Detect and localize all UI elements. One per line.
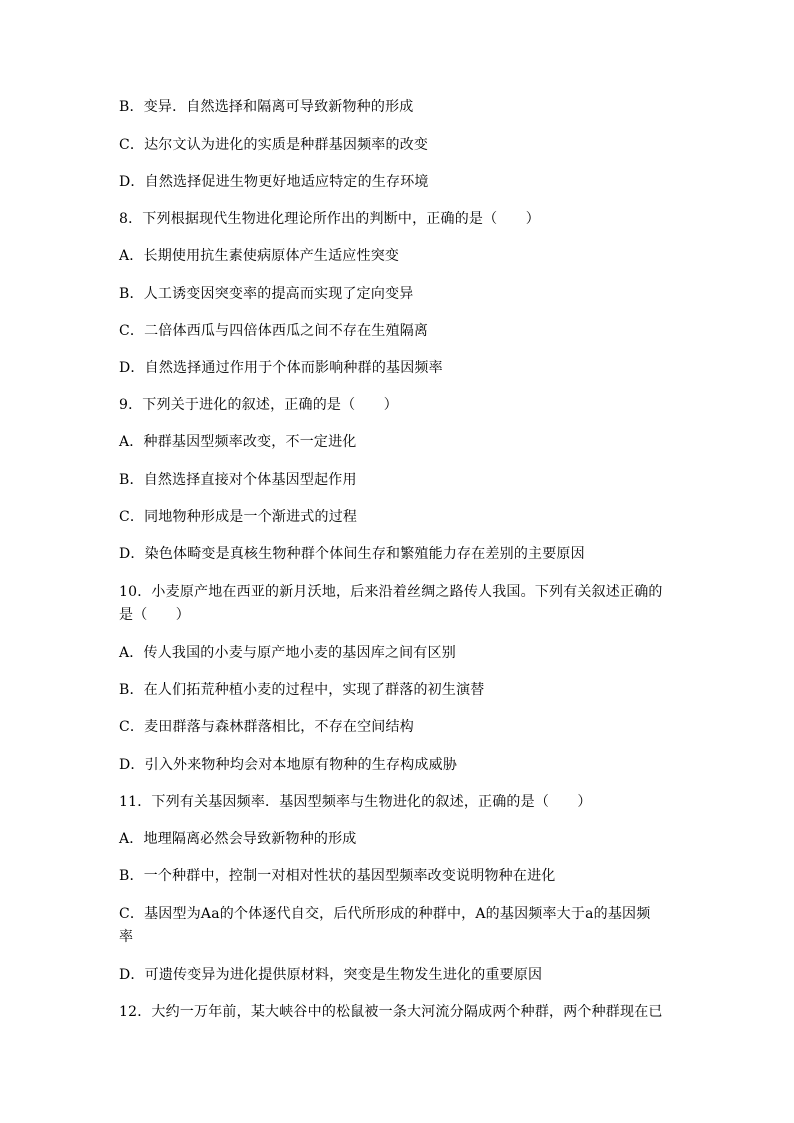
option-a-q11: A．地理隔离必然会导致新物种的形成: [119, 831, 357, 847]
option-c-q9: C．同地物种形成是一个渐进式的过程: [119, 509, 358, 525]
option-b-q9: B．自然选择直接对个体基因型起作用: [119, 472, 357, 488]
option-a-q9: A．种群基因型频率改变，不一定进化: [119, 434, 357, 450]
option-d-q8: D．自然选择通过作用于个体而影响种群的基因频率: [119, 360, 443, 376]
option-d-q10: D．引入外来物种均会对本地原有物种的生存构成威胁: [119, 757, 458, 773]
question-9: 9．下列关于进化的叙述，正确的是（ ）: [119, 397, 398, 413]
option-d-q9: D．染色体畸变是真核生物种群个体间生存和繁殖能力存在差别的主要原因: [119, 546, 585, 562]
option-c-q11-line-2: 率: [119, 929, 134, 945]
option-c-q11-line-1: C．基因型为Aa的个体逐代自交，后代所形成的种群中，A的基因频率大于a的基因频: [119, 906, 651, 922]
option-b-q10: B．在人们拓荒种植小麦的过程中，实现了群落的初生演替: [119, 682, 485, 698]
option-c-q8: C．二倍体西瓜与四倍体西瓜之间不存在生殖隔离: [119, 323, 429, 339]
option-c-q10: C．麦田群落与森林群落相比，不存在空间结构: [119, 719, 414, 735]
question-10-line-2: 是（ ）: [119, 607, 190, 623]
option-b-q8: B．人工诱变因突变率的提高而实现了定向变异: [119, 286, 414, 302]
question-8: 8．下列根据现代生物进化理论所作出的判断中，正确的是（ ）: [119, 211, 540, 227]
option-b-q11: B．一个种群中，控制一对相对性状的基因型频率改变说明物种在进化: [119, 868, 556, 884]
question-12-line-1: 12．大约一万年前，某大峡谷中的松鼠被一条大河流分隔成两个种群，两个种群现在已: [119, 1004, 663, 1020]
option-d-q11: D．可遗传变异为进化提供原材料，突变是生物发生进化的重要原因: [119, 967, 543, 983]
option-b-q7: B．变异．自然选择和隔离可导致新物种的形成: [119, 99, 414, 115]
option-d-q7: D．自然选择促进生物更好地适应特定的生存环境: [119, 174, 429, 190]
question-11: 11．下列有关基因频率．基因型频率与生物进化的叙述，正确的是（ ）: [119, 794, 592, 810]
option-c-q7: C．达尔文认为进化的实质是种群基因频率的改变: [119, 137, 429, 153]
question-10-line-1: 10．小麦原产地在西亚的新月沃地，后来沿着丝绸之路传人我国。下列有关叙述正确的: [119, 584, 663, 600]
option-a-q8: A．长期使用抗生素使病原体产生适应性突变: [119, 248, 400, 264]
option-a-q10: A．传人我国的小麦与原产地小麦的基因库之间有区别: [119, 645, 456, 661]
